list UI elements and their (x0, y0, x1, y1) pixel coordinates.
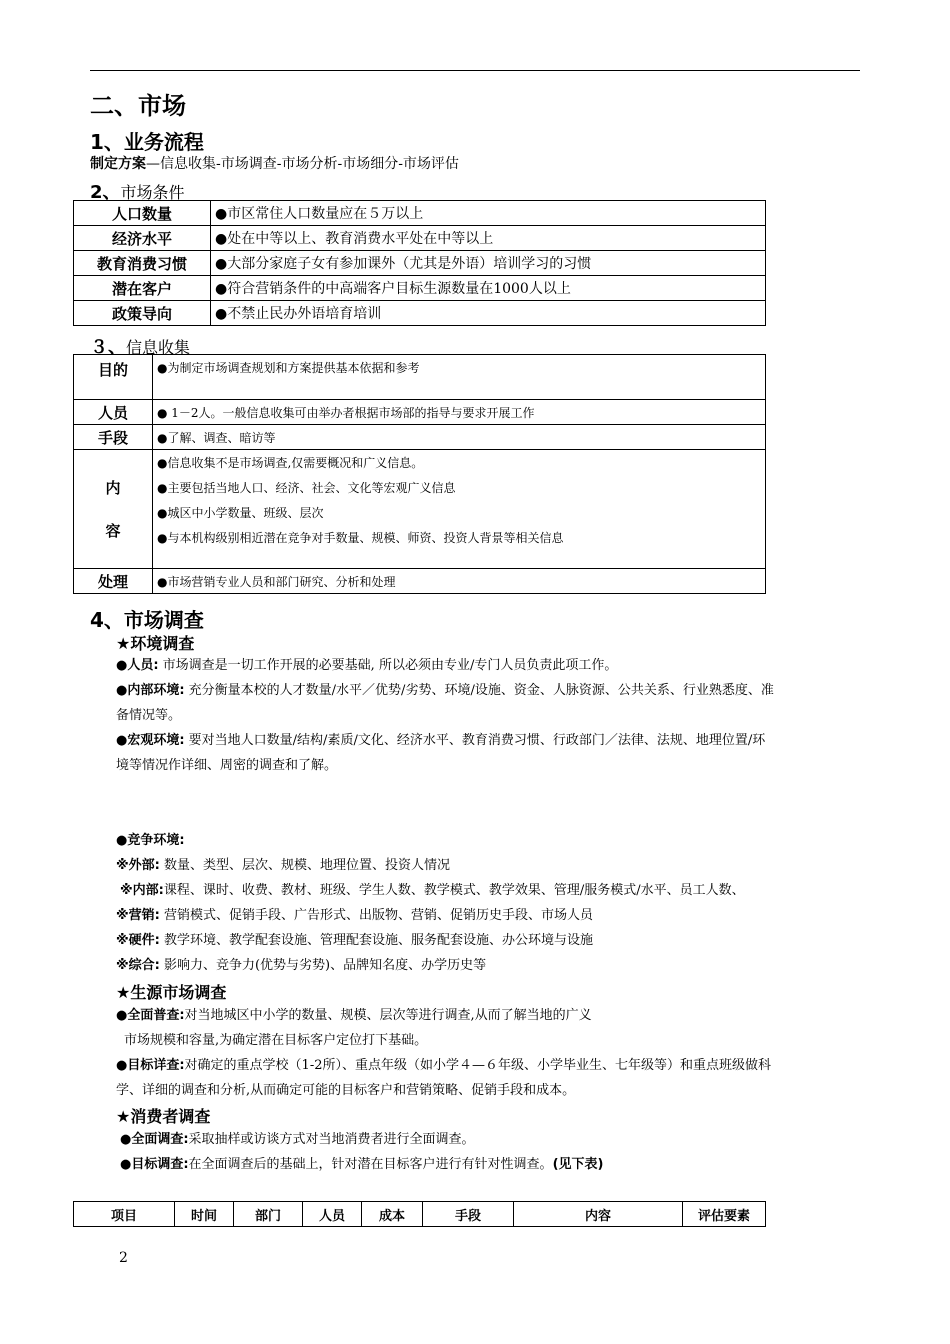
personnel-para (116, 653, 617, 678)
para-label: ※营销: (116, 908, 160, 923)
content-value (153, 450, 766, 569)
col-header: 内容 (514, 1202, 683, 1227)
content-key (74, 450, 153, 569)
condition-value: ●处在中等以上、教育消费水平处在中等以上 (211, 226, 766, 251)
para-label: ※内部: (120, 883, 164, 898)
process-value: ●市场营销专业人员和部门研究、分析和处理 (153, 569, 766, 594)
table-row (74, 450, 766, 569)
table-row (74, 251, 766, 276)
table-row (74, 226, 766, 251)
col-header: 项目 (74, 1202, 175, 1227)
competition-env-label (116, 828, 185, 853)
para-text: 教学环境、教学配套设施、管理配套设施、服务配套设施、办公环境与设施 (159, 933, 593, 948)
people-value: ● 1－2人。一般信息收集可由举办者根据市场部的指导与要求开展工作 (153, 400, 766, 425)
macro-env-para-cont: 境等情况作详细、周密的调查和了解。 (116, 758, 338, 773)
full-survey-para (120, 1127, 475, 1152)
para-text: 影响力、竞争力(优势与劣势)、品牌知名度、办学历史等 (159, 958, 487, 973)
target-para-cont: 学、详细的调查和分析,从而确定可能的目标客户和营销策略、促销手段和成本。 (116, 1083, 576, 1098)
people-key: 人员 (74, 400, 153, 425)
info-collection-table (73, 354, 766, 594)
content-key-char: 内 (105, 479, 121, 497)
content-line: ●信息收集不是市场调查,仅需要概况和广义信息。 (157, 456, 424, 470)
page-number: 2 (119, 1250, 128, 1266)
see-table-note: (见下表) (552, 1157, 604, 1172)
table-row (74, 355, 766, 400)
para-label: ※硬件: (116, 933, 160, 948)
marketing-para (116, 903, 593, 928)
internal-env-para (116, 678, 774, 703)
para-label: ●目标详查: (116, 1058, 185, 1073)
table-row (74, 201, 766, 226)
para-text: 要对当地人口数量/结构/素质/文化、经济水平、教育消费习惯、行政部门／法律、法规、地理位置/环 (184, 733, 766, 748)
target-para (116, 1053, 771, 1078)
col-header: 手段 (423, 1202, 514, 1227)
condition-key: 人口数量 (74, 201, 211, 226)
table-row (74, 400, 766, 425)
condition-key: 经济水平 (74, 226, 211, 251)
para-text: 对当地城区中小学的数量、规模、层次等进行调查,从而了解当地的广义 (184, 1008, 592, 1023)
para-label: ●竞争环境: (116, 833, 185, 848)
purpose-value: ●为制定市场调查规划和方案提供基本依据和参考 (153, 355, 766, 400)
business-process-flow (90, 153, 459, 173)
para-text: 数量、类型、层次、规模、地理位置、投资人情况 (159, 858, 450, 873)
para-label: ●宏观环境: (116, 733, 185, 748)
content-line: ●与本机构级别相近潜在竞争对手数量、规模、师资、投资人背景等相关信息 (157, 531, 564, 545)
env-research-title: ★环境调查 (116, 634, 195, 653)
condition-key: 教育消费习惯 (74, 251, 211, 276)
condition-key: 政策导向 (74, 301, 211, 326)
table-row (74, 301, 766, 326)
census-para-cont: 市场规模和容量,为确定潜在目标客户定位打下基础。 (124, 1033, 428, 1048)
para-text: 在全面调查后的基础上，针对潜在目标客户进行有针对性调查。 (188, 1157, 553, 1172)
para-label: ※外部: (116, 858, 160, 873)
process-key: 处理 (74, 569, 153, 594)
para-text: 对确定的重点学校（1-2所）、重点年级（如小学４—６年级、小学毕业生、七年级等）和重点班级做科 (184, 1058, 771, 1073)
heading-text: 市场条件 (120, 183, 185, 202)
col-header: 评估要素 (683, 1202, 766, 1227)
market-research-heading: 4、市场调查 (90, 608, 204, 632)
student-market-title: ★生源市场调查 (116, 983, 227, 1002)
means-value: ●了解、调查、暗访等 (153, 425, 766, 450)
condition-value: ●不禁止民办外语培育培训 (211, 301, 766, 326)
section-title: 二、市场 (90, 92, 186, 120)
evaluation-table (73, 1201, 766, 1227)
col-header: 成本 (362, 1202, 423, 1227)
condition-value: ●符合营销条件的中高端客户目标生源数量在1000人以上 (211, 276, 766, 301)
para-text: 市场调查是一切工作开展的必要基础, 所以必须由专业/专门人员负责此项工作。 (158, 658, 618, 673)
header-rule (90, 70, 860, 71)
para-text: 采取抽样或访谈方式对当地消费者进行全面调查。 (188, 1132, 475, 1147)
heading-text: 信息收集 (126, 338, 191, 357)
para-text: 营销模式、促销手段、广告形式、出版物、营销、促销历史手段、市场人员 (159, 908, 593, 923)
inner-para (120, 878, 745, 903)
condition-value: ●大部分家庭子女有参加课外（尤其是外语）培训学习的习惯 (211, 251, 766, 276)
para-text: 充分衡量本校的人才数量/水平／优势/劣势、环境/设施、资金、人脉资源、公共关系、行业熟悉度、准 (184, 683, 774, 698)
purpose-key: 目的 (74, 355, 153, 400)
flow-label: 制定方案 (90, 156, 146, 172)
content-key-char: 容 (105, 522, 121, 540)
census-para (116, 1003, 592, 1028)
para-label: ●内部环境: (116, 683, 185, 698)
market-conditions-table (73, 200, 766, 326)
target-survey-para (120, 1152, 603, 1177)
para-label: ※综合: (116, 958, 160, 973)
content-line: ●主要包括当地人口、经济、社会、文化等宏观广义信息 (157, 481, 456, 495)
means-key: 手段 (74, 425, 153, 450)
heading-number: ３、 (90, 337, 126, 358)
macro-env-para (116, 728, 765, 753)
condition-value: ●市区常住人口数量应在５万以上 (211, 201, 766, 226)
overall-para (116, 953, 486, 978)
col-header: 人员 (303, 1202, 362, 1227)
content-line: ●城区中小学数量、班级、层次 (157, 506, 324, 520)
heading-number: 2、 (90, 182, 121, 203)
table-row (74, 276, 766, 301)
external-para (116, 853, 450, 878)
para-label: ●全面普查: (116, 1008, 185, 1023)
internal-env-para-cont: 备情况等。 (116, 708, 182, 723)
consumer-research-title: ★消费者调查 (116, 1107, 211, 1126)
col-header: 部门 (234, 1202, 303, 1227)
business-process-heading: 1、业务流程 (90, 130, 204, 154)
para-text: 课程、课时、收费、教材、班级、学生人数、教学模式、教学效果、管理/服务模式/水平、员工人数、 (163, 883, 745, 898)
para-label: ●人员: (116, 658, 159, 673)
para-label: ●目标调查: (120, 1157, 189, 1172)
para-label: ●全面调查: (120, 1132, 189, 1147)
table-row (74, 425, 766, 450)
table-header-row (74, 1202, 766, 1227)
condition-key: 潜在客户 (74, 276, 211, 301)
flow-text: —信息收集-市场调查-市场分析-市场细分-市场评估 (146, 156, 459, 172)
hardware-para (116, 928, 593, 953)
col-header: 时间 (175, 1202, 234, 1227)
table-row (74, 569, 766, 594)
